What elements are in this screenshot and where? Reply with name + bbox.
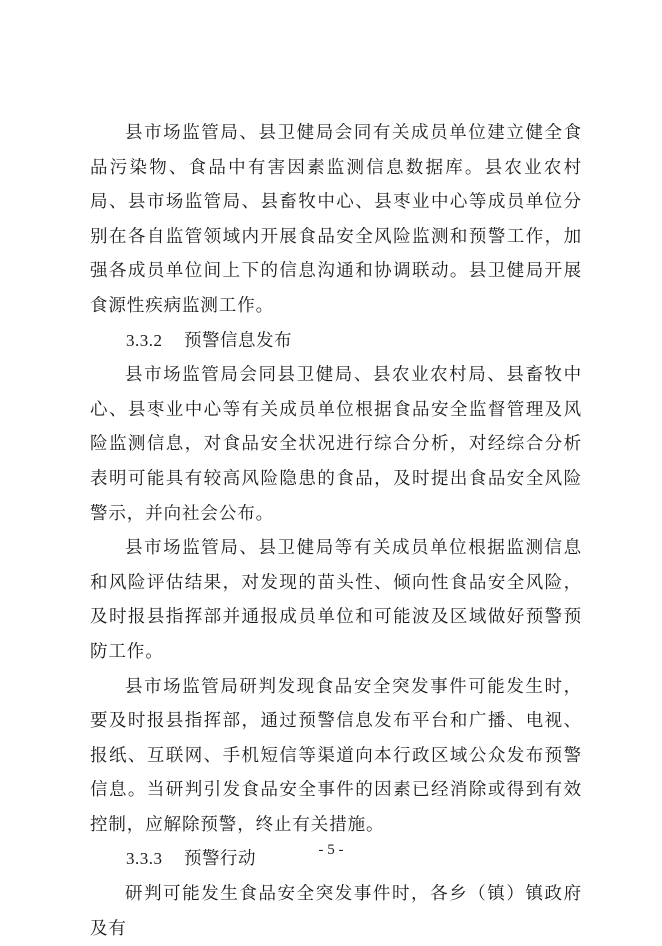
paragraph-monitoring-database: 县市场监管局、县卫健局会同有关成员单位建立健全食品污染物、食品中有害因素监测信息数据库。县农业农村局、县市场监管局、县畜牧中心、县枣业中心等成员单位分别在各自监管领域内开展食品安全风险监测和预警工作，加强各成员单位间上下的信息沟通和协调联动。县卫健局开展食源性疾病监测工作。 — [90, 123, 582, 316]
page-number: - 5 - — [318, 842, 344, 858]
document-body — [90, 116, 582, 946]
paragraph-warning-release-channels: 县市场监管局研判发现食品安全突发事件可能发生时，要及时报县指挥部，通过预警信息发布平台和广播、电视、报纸、互联网、手机短信等渠道向本行政区域公众发布预警信息。当研判引发食品安全事件的因素已经消除或得到有效控制，应解除预警，终止有关措施。 — [90, 676, 582, 835]
paragraph-risk-warning-publication: 县市场监管局会同县卫健局、县农业农村局、县畜牧中心、县枣业中心等有关成员单位根据食品安全监督管理及风险监测信息，对食品安全状况进行综合分析，对经综合分析表明可能具有较高风险隐患的食品，及时提出食品安全风险警示，并向社会公布。 — [90, 365, 582, 524]
section-number: 3.3.3 — [126, 849, 163, 869]
paragraph-risk-assessment-report: 县市场监管局、县卫健局等有关成员单位根据监测信息和风险评估结果，对发现的苗头性、倾向性食品安全风险，及时报县指挥部并通报成员单位和可能波及区域做好预警预防工作。 — [90, 538, 582, 662]
paragraph-warning-action: 研判可能发生食品安全突发事件时，各乡（镇）镇政府及有 — [90, 884, 582, 939]
section-title: 预警行动 — [184, 849, 256, 870]
section-heading-3-3-2 — [90, 324, 582, 359]
section-title: 预警信息发布 — [184, 330, 292, 351]
section-number: 3.3.2 — [126, 330, 163, 350]
